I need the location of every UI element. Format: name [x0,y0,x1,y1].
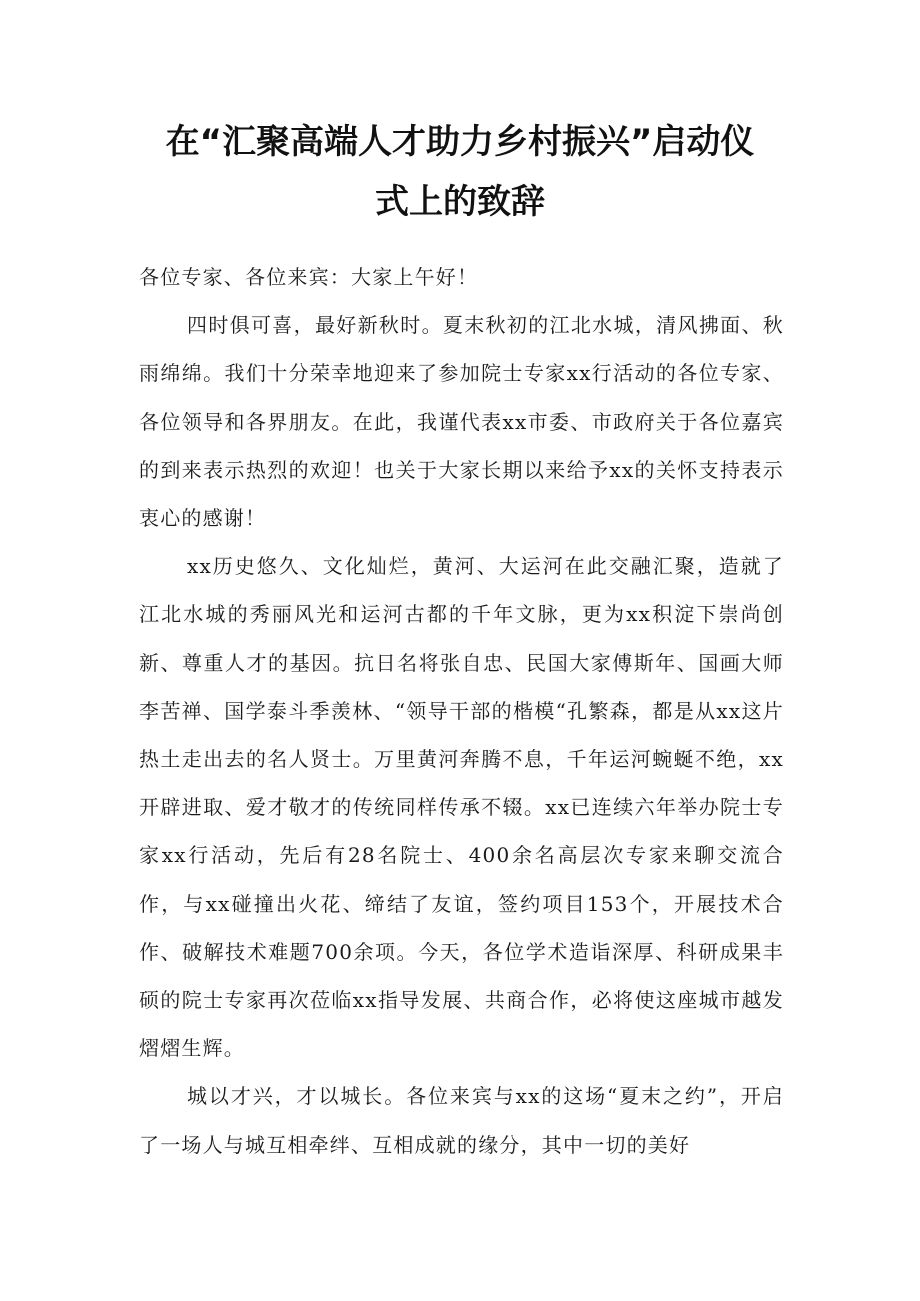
paragraph-2: xx历史悠久、文化灿烂，黄河、大运河在此交融汇聚，造就了江北水城的秀丽风光和运河古都的千年文脉，更为xx积淀下崇尚创新、尊重人才的基因。抗日名将张自忠、民国大家傅斯年、国画大师李苦禅、国学泰斗季羡林、“领导干部的楷模“孔繁森，都是从xx这片热土走出去的名人贤士。万里黄河奔腾不息，千年运河蜿蜒不绝，xx开辟进取、爱才敬才的传统同样传承不辍。xx已连续六年举办院士专家xx行活动，先后有28名院士、400余名高层次专家来聊交流合作，与xx碰撞出火花、缔结了友谊，签约项目153个，开展技术合作、破解技术难题700余项。今天，各位学术造诣深厚、科研成果丰硕的院士专家再次莅临xx指导发展、共商合作，必将使这座城市越发熠熠生辉。 [139,554,784,1061]
title-line-1: 在“汇聚高端人才助力乡村振兴”启动仪 [165,122,755,162]
salutation: 各位专家、各位来宾：大家上午好！ [139,265,479,289]
paragraph-3: 城以才兴，才以城长。各位来宾与xx的这场“夏末之约”，开启了一场人与城互相牵绊、互相成就的缘分，其中一切的美好 [139,1084,784,1157]
document-body [139,253,784,1169]
paragraph-1: 四时俱可喜，最好新秋时。夏末秋初的江北水城，清风拂面、秋雨绵绵。我们十分荣幸地迎来了参加院士专家xx行活动的各位专家、各位领导和各界朋友。在此，我谨代表xx市委、市政府关于各位嘉宾的到来表示热烈的欢迎！也关于大家长期以来给予xx的关怀支持表示衷心的感谢！ [139,313,784,531]
page-title [140,112,780,232]
title-line-2: 式上的致辞 [375,182,545,222]
